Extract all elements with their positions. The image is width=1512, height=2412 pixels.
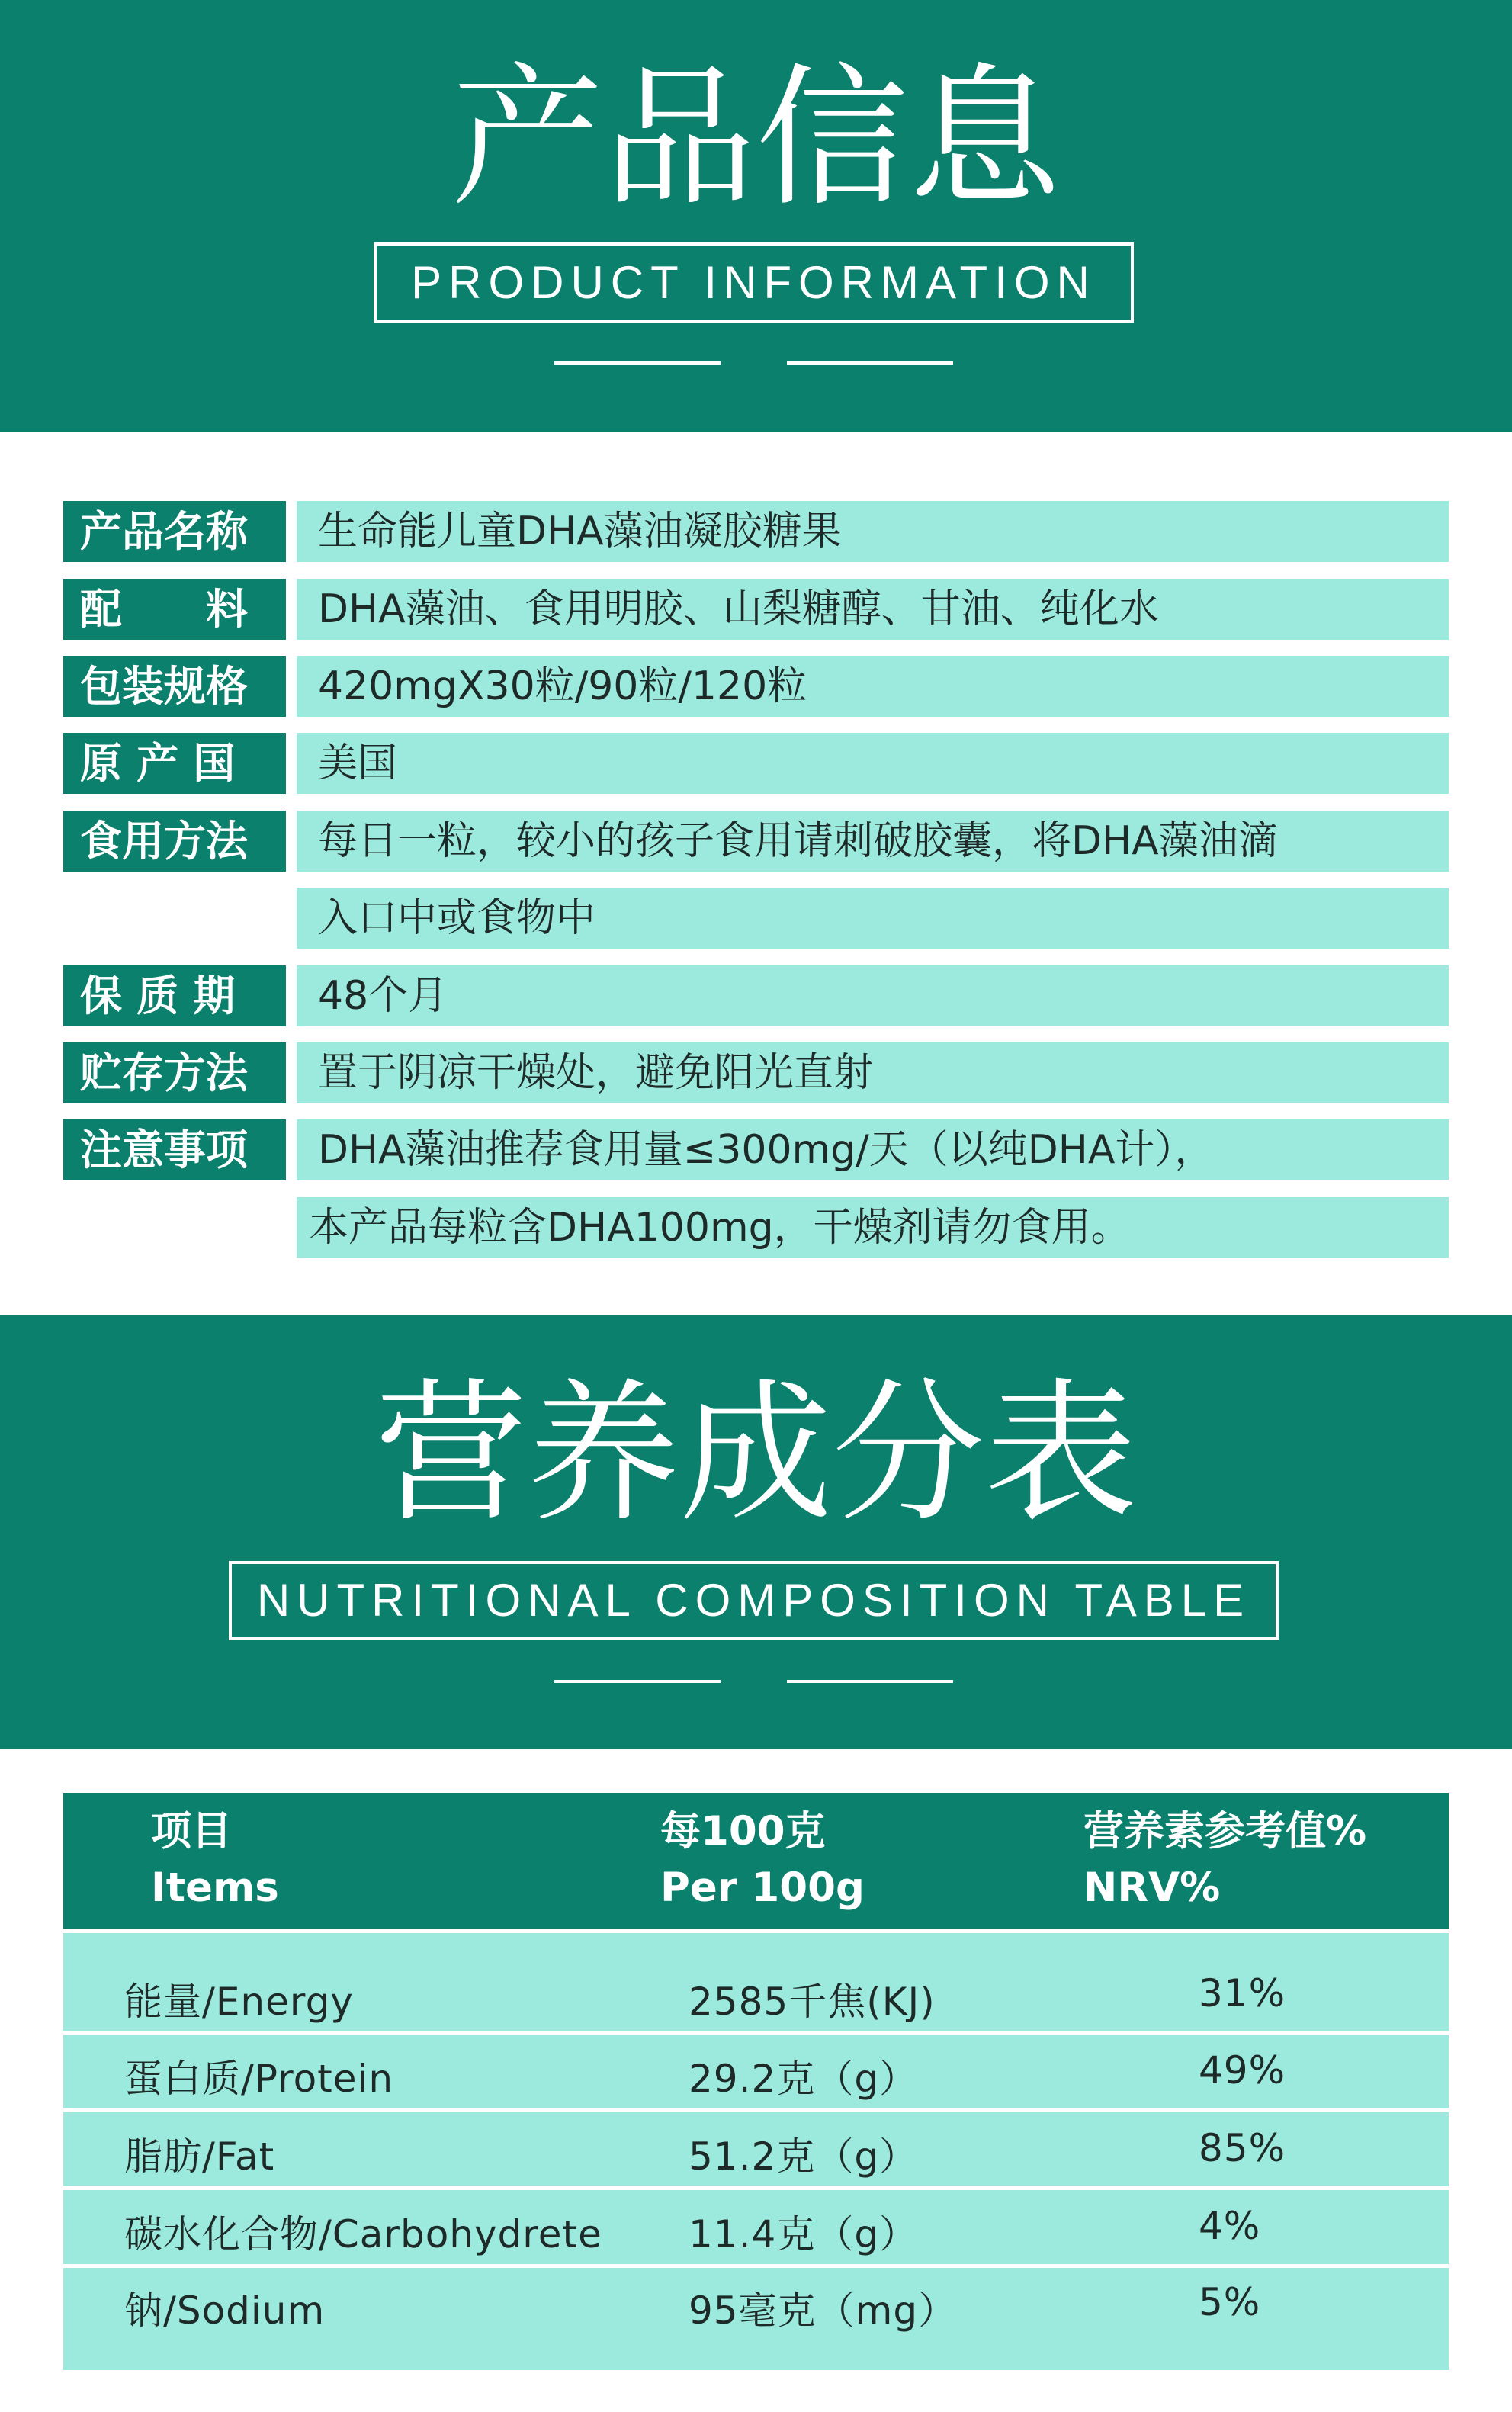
table-row	[63, 2190, 1449, 2264]
info-label-notes: 注意事项	[63, 1119, 286, 1180]
header-items-en: Items	[151, 1864, 279, 1911]
info-label-usage: 食用方法	[63, 811, 286, 872]
decorative-line-left	[554, 1680, 721, 1683]
info-value-storage: 置于阴凉干燥处，避免阳光直射	[297, 1042, 1449, 1103]
info-label-storage: 贮存方法	[63, 1042, 286, 1103]
info-value-usage-continued: 入口中或食物中	[297, 888, 1449, 949]
cell-nrv: 85%	[1199, 2126, 1286, 2170]
table-row	[63, 2112, 1449, 2186]
header-items-cn: 项目	[151, 1808, 232, 1855]
cell-item: 钠/Sodium	[124, 2288, 326, 2333]
info-value-usage: 每日一粒，较小的孩子食用请刺破胶囊，将DHA藻油滴	[297, 811, 1449, 872]
product-info-subtitle: PRODUCT INFORMATION	[374, 242, 1134, 323]
info-value-notes-continued: 本产品每粒含DHA100mg，干燥剂请勿食用。	[297, 1197, 1449, 1258]
table-row	[63, 1933, 1449, 2031]
cell-nrv: 4%	[1199, 2204, 1261, 2248]
cell-item: 能量/Energy	[124, 1980, 354, 2024]
nutrition-subtitle: NUTRITIONAL COMPOSITION TABLE	[229, 1561, 1279, 1640]
cell-per100: 95毫克（mg）	[689, 2288, 958, 2333]
cell-per100: 2585千焦(KJ)	[689, 1980, 936, 2024]
cell-item: 脂肪/Fat	[124, 2134, 275, 2179]
info-label-origin-country: 原 产 国	[63, 733, 286, 794]
info-label-shelf-life: 保 质 期	[63, 965, 286, 1026]
info-label-ingredients: 配 料	[63, 579, 286, 640]
info-value-origin-country: 美国	[297, 733, 1449, 794]
cell-item: 碳水化合物/Carbohydrete	[124, 2212, 602, 2256]
nutrition-table-header	[63, 1793, 1449, 1929]
cell-nrv: 31%	[1199, 1971, 1286, 2015]
nutrition-title: 营养成分表	[374, 1365, 1138, 1543]
info-value-shelf-life: 48个月	[297, 965, 1449, 1026]
info-label-product-name: 产品名称	[63, 501, 286, 562]
info-label-package-spec: 包装规格	[63, 656, 286, 717]
decorative-line-right	[787, 361, 953, 365]
info-value-product-name: 生命能儿童DHA藻油凝胶糖果	[297, 501, 1449, 562]
info-value-package-spec: 420mgX30粒/90粒/120粒	[297, 656, 1449, 717]
table-row	[63, 2268, 1449, 2370]
cell-per100: 29.2克（g）	[689, 2057, 919, 2101]
cell-item: 蛋白质/Protein	[124, 2057, 394, 2101]
decorative-line-right	[787, 1680, 953, 1683]
header-nrv-en: NRV%	[1083, 1864, 1221, 1911]
header-per100-en: Per 100g	[660, 1864, 865, 1911]
table-row	[63, 2035, 1449, 2108]
decorative-line-left	[554, 361, 721, 365]
info-value-ingredients: DHA藻油、食用明胶、山梨糖醇、甘油、纯化水	[297, 579, 1449, 640]
cell-per100: 51.2克（g）	[689, 2134, 919, 2179]
product-info-title: 产品信息	[451, 50, 1061, 227]
cell-nrv: 5%	[1199, 2280, 1261, 2324]
info-value-notes: DHA藻油推荐食用量≤300mg/天（以纯DHA计），	[297, 1119, 1449, 1180]
header-per100-cn: 每100克	[660, 1808, 826, 1855]
cell-nrv: 49%	[1199, 2048, 1286, 2092]
header-nrv-cn: 营养素参考值%	[1083, 1808, 1367, 1855]
nutrition-banner	[0, 1315, 1512, 1749]
product-info-banner	[0, 0, 1512, 432]
cell-per100: 11.4克（g）	[689, 2212, 919, 2256]
